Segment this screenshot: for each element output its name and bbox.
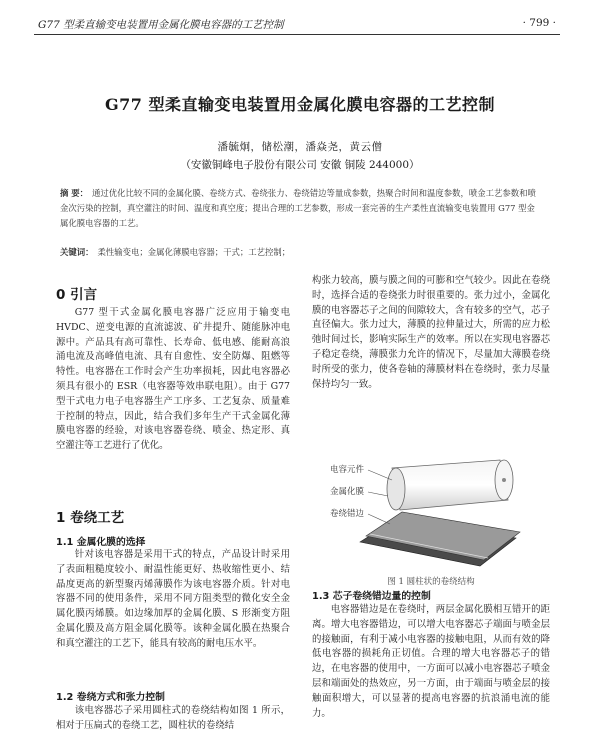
section-1-2-body-wrap	[56, 704, 290, 734]
figure-1-caption: 图 1 圆柱状的卷绕结构	[387, 577, 475, 587]
keywords	[60, 245, 542, 260]
header-rule	[34, 34, 560, 35]
leader-metallized-film	[368, 492, 388, 496]
paper-title: G77 型柔直输变电装置用金属化膜电容器的工艺控制	[104, 95, 495, 114]
abstract	[60, 186, 542, 231]
section-1-1-body: 针对该电容器是采用干式的特点，产品设计时采用了表面粗糙度较小、耐温性能更好、热收缩性更小、结晶度更高的新型聚丙烯薄膜作为该电容器介质。针对电容器不同的使用条件，采用不同方阻类型的微化安全金属化膜丙烯膜。如边缘加厚的金属化膜、S 形渐变方阻金属化膜及高方阻金属化膜等。该种金属化膜在热聚合和真空灌注的工艺下，能具有较高的耐电压水平。	[56, 549, 290, 649]
figure-1-diagram	[312, 448, 550, 572]
section-1-3-body-wrap	[312, 603, 550, 721]
cylinder-core	[502, 478, 506, 482]
cylinder-left-end	[387, 468, 405, 510]
section-1-2-body: 该电容器芯子采用圆柱式的卷绕结构如图 1 所示，相对于压扁式的卷绕工艺，圆柱状的卷绕结	[56, 705, 290, 731]
section-1-1-body-wrap	[56, 548, 290, 652]
figure-label-offset: 卷绕错边	[330, 509, 365, 519]
section-1-2-heading: 1.2 卷绕方式和张力控制	[56, 692, 165, 703]
affiliation: （安徽铜峰电子股份有限公司 安徽 铜陵 244000）	[180, 159, 420, 171]
section-0-heading: 0 引言	[56, 287, 98, 303]
running-title: G77 型柔直输变电装置用金属化膜电容器的工艺控制	[38, 19, 284, 31]
abstract-label: 摘 要：	[60, 188, 89, 198]
keywords-label: 关键词：	[60, 247, 94, 257]
section-1-3-body: 电容器错边是在卷绕时，两层金属化膜相互错开的距离。增大电容器错边，可以增大电容器芯子端面与喷金层的接触面，有利于减小电容器的接触电阻，从而有效的降低电容器的损耗角正切值。合理的增大电容器芯子的错边，在电容器的使用中，一方面可以减小电容器芯子喷金层和端面处的热效应，另一方面，由于端面与喷金层的接触面积增大，可以显著的提高电容器的抗浪涌电流的能力。	[312, 604, 550, 719]
right-column-paragraph: 构张力较高，膜与膜之间的可膨和空气较少。因此在卷绕时，选择合适的卷绕张力时很重要的。张力过小，金属化膜的电容器芯子之间的间隙较大，含有较多的空气，芯子直径偏大。张力过大，薄膜的拉伸量过大，所需的应力松弛时间过长，影响实际生产的效率。所以在实现电容器芯子稳定卷绕，薄膜张力允许的情况下，尽量加大薄膜卷绕时所受的张力，使各卷轴的薄膜材料在卷绕时，张力尽量保持均匀一致。	[312, 275, 550, 390]
leader-capacitor	[368, 470, 392, 480]
section-1-1-heading: 1.1 金属化膜的选择	[56, 537, 146, 548]
right-column-paragraph-wrap	[312, 274, 550, 392]
section-1-3-heading: 1.3 芯子卷绕错边量的控制	[312, 591, 431, 602]
abstract-text: 通过优化比较不同的金属化膜、卷绕方式、卷绕张力、卷绕错边等量成参数，热聚合时间和温度参数，喷金工艺参数和喷金次污染的控制，真空灌注的时间、温度和真空度；提出合理的工艺参数，形成一套完善的生产柔性直流输变电装置用 G77 型金属化膜电容器的工艺。	[60, 188, 536, 228]
leader-offset	[368, 514, 390, 524]
figure-label-metallized-film: 金属化膜	[330, 487, 365, 497]
section-0-body-wrap	[56, 306, 290, 454]
figure-label-capacitor: 电容元件	[330, 465, 365, 475]
authors: 潘毓炯，储松潮，潘焱尧，黄云僧	[217, 141, 383, 153]
page-number: · 799 ·	[522, 17, 556, 29]
section-0-body: G77 型干式金属化膜电容器广泛应用于输变电 HVDC、逆变电源的直流滤波、矿井提升、随能脉冲电源中。产品具有高可靠性、长寿命、低电感、能耐高浪涌电流及高峰值电流、具有自愈性、安全防爆、阻燃等特性。电容器在工作时会产生功率损耗，因此电容器必须具有很小的 ESR（电容器等效串联电阻）。由于 G77 型干式电力电子电容器生产工序多、工艺复杂、质量难于控制的特点，因此，结合我们多年生产干式金属化薄膜电容器的经验，对该电容器卷绕、喷金、热定形、真空灌注等工艺进行了优化。	[56, 307, 290, 452]
section-1-heading: 1 卷绕工艺	[56, 510, 125, 526]
cylinder-body	[392, 460, 508, 510]
keywords-text: 柔性输变电；金属化薄膜电容器；干式；工艺控制；	[97, 247, 291, 257]
